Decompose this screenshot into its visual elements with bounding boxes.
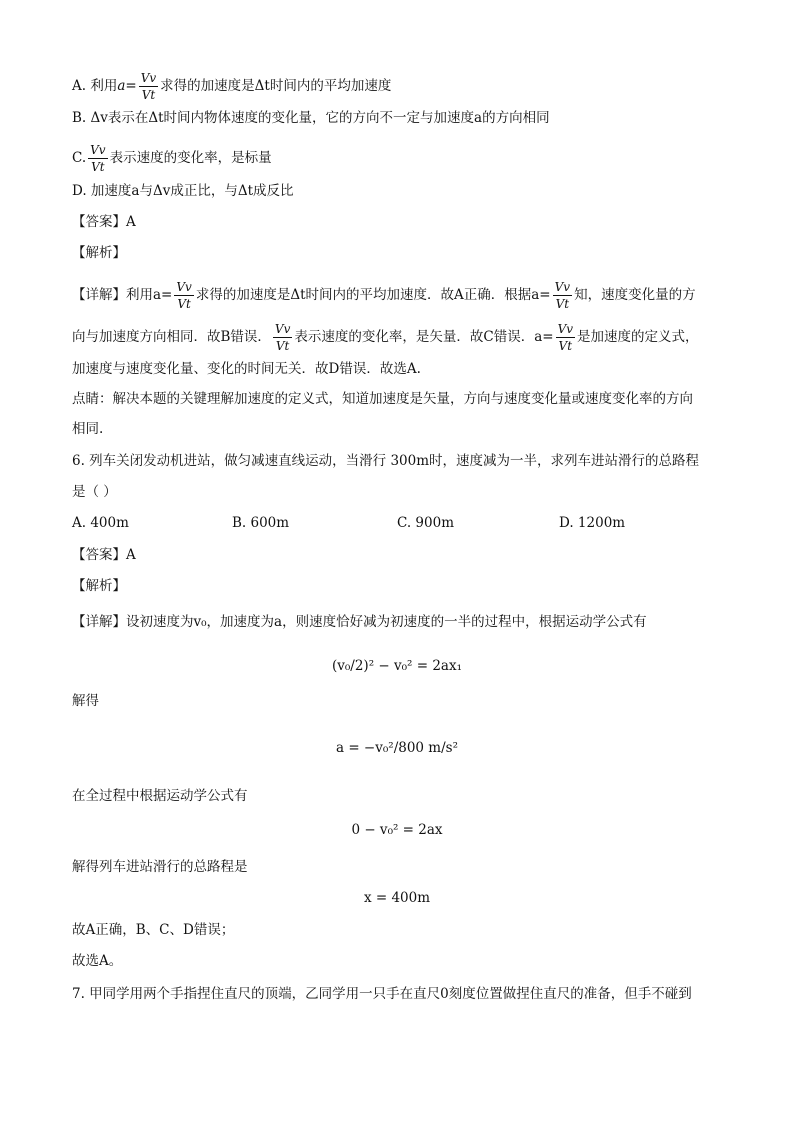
- q5-answer: 【答案】A: [72, 214, 136, 230]
- q6-solve-label-1: 解得: [72, 693, 99, 709]
- q6-equation-3: 0 − v₀² = 2ax: [351, 822, 443, 838]
- fraction: $\frac{Vv}{Vt}$: [90, 143, 106, 174]
- q6-whole-process: 在全过程中根据运动学公式有: [72, 788, 248, 804]
- q5-tip-line-2: 相同.: [72, 421, 104, 437]
- q5-detail-line-2: 向与加速度方向相同．故B错误． $\frac{Vv}{Vt}$ 表示速度的变化率，是矢量．故C错误．a= $\frac{Vv}{Vt}$ 是加速度的定义式，: [72, 322, 699, 353]
- fraction: $\frac{Vv}{Vt}$: [554, 280, 571, 311]
- q6-detail-line-1: 【详解】设初速度为v₀，加速度为a，则速度恰好减为初速度的一半的过程中，根据运动学公式有: [72, 614, 647, 630]
- q6-equation-1: (v₀/2)² − v₀² = 2ax₁: [331, 658, 463, 674]
- q7-stem-line-1: 7. 甲同学用两个手指捏住直尺的顶端，乙同学用一只手在直尺0刻度位置做捏住直尺的准备，但手不碰到: [72, 986, 692, 1002]
- q6-equation-2: a = −v₀²/800 m/s²: [335, 740, 458, 756]
- q6-option-d: D. 1200m: [559, 515, 626, 531]
- q6-equation-4: x = 400m: [363, 890, 431, 906]
- fraction: $\frac{Vv}{Vt}$: [274, 322, 291, 353]
- q5-option-c: C. $\frac{Vv}{Vt}$ 表示速度的变化率，是标量: [72, 143, 272, 174]
- q6-stem-line-1: 6. 列车关闭发动机进站，做匀减速直线运动，当滑行 300m时，速度减为一半，求列车进站滑行的总路程: [72, 453, 700, 469]
- q6-option-a: A. 400m: [72, 515, 129, 531]
- fraction: $\frac{Vv}{Vt}$: [140, 71, 157, 102]
- q5-tip-line-1: 点睛：解决本题的关键理解加速度的定义式，知道加速度是矢量，方向与速度变化量或速度变化率的方向: [72, 391, 693, 407]
- fraction: $\frac{Vv}{Vt}$: [557, 322, 574, 353]
- q6-stem-line-2: 是（ ）: [72, 484, 117, 500]
- q6-answer: 【答案】A: [72, 547, 136, 563]
- q5-detail-line-1: 【详解】利用a= $\frac{Vv}{Vt}$ 求得的加速度是Δt时间内的平均加速度．故A正确．根据a= $\frac{Vv}{Vt}$ 知，速度变化量的方: [72, 280, 696, 311]
- q6-solve-label-2: 解得列车进站滑行的总路程是: [72, 859, 248, 875]
- q6-conclusion: 故A正确，B、C、D错误；: [72, 922, 235, 938]
- q6-option-b: B. 600m: [232, 515, 290, 531]
- q5-detail-line-3: 加速度与速度变化量、变化的时间无关．故D错误．故选A.: [72, 361, 421, 377]
- q5-analysis-label: 【解析】: [72, 245, 126, 261]
- q5-option-d: D. 加速度a与Δv成正比，与Δt成反比: [72, 183, 294, 199]
- q6-choose: 故选A。: [72, 953, 123, 969]
- q5-option-a: A. 利用a= $\frac{Vv}{Vt}$ 求得的加速度是Δt时间内的平均加速度: [72, 71, 392, 102]
- q6-analysis-label: 【解析】: [72, 578, 126, 594]
- q5-option-b: B. Δv表示在Δt时间内物体速度的变化量，它的方向不一定与加速度a的方向相同: [72, 110, 550, 126]
- q6-option-c: C. 900m: [397, 515, 454, 531]
- fraction: $\frac{Vv}{Vt}$: [176, 280, 192, 311]
